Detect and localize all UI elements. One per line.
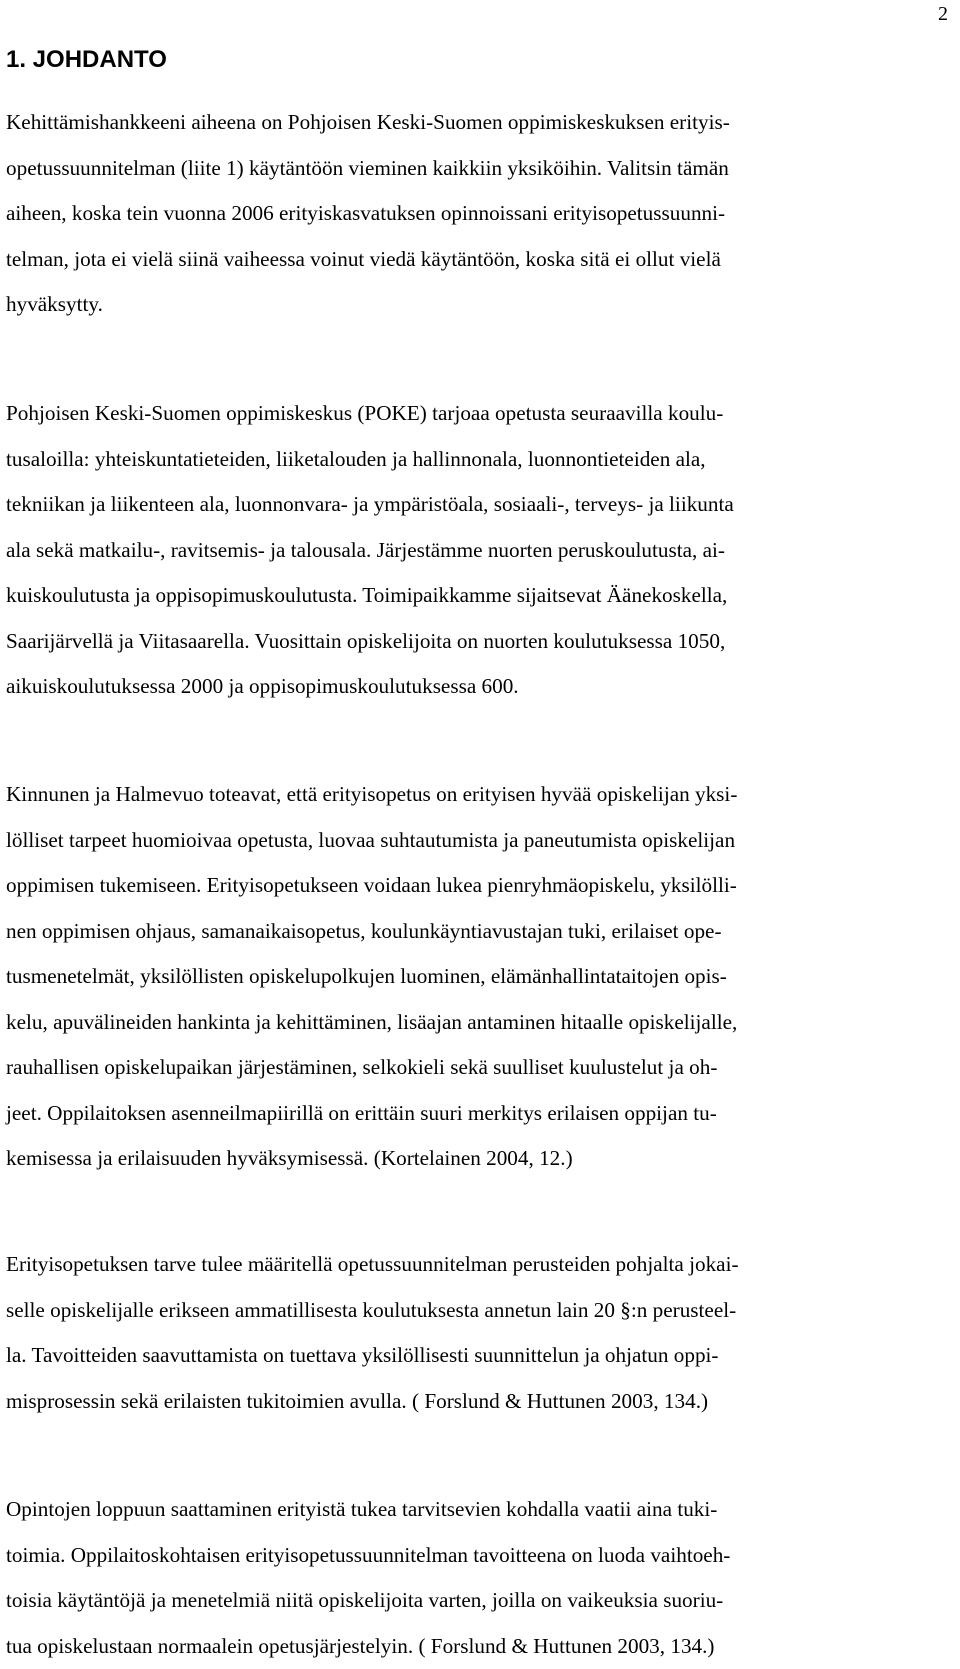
paragraph-completion-support xyxy=(6,1487,958,1669)
page-number: 2 xyxy=(938,2,948,26)
text-line: ala sekä matkailu-, ravitsemis- ja talousala. Järjestämme nuorten peruskoulutusta, ai- xyxy=(6,528,958,574)
paragraph-special-education xyxy=(6,772,958,1182)
paragraph-poke xyxy=(6,391,958,710)
text-line: Kehittämishankkeeni aiheena on Pohjoisen Keski-Suomen oppimiskeskuksen erityis- xyxy=(6,100,958,146)
chapter-heading: 1. JOHDANTO xyxy=(6,45,167,75)
text-line: toimia. Oppilaitoskohtaisen erityisopetussuunnitelman tavoitteena on luoda vaihtoeh- xyxy=(6,1533,958,1579)
text-line: Saarijärvellä ja Viitasaarella. Vuosittain opiskelijoita on nuorten koulutuksessa 1050, xyxy=(6,619,958,665)
text-line: aikuiskoulutuksessa 2000 ja oppisopimuskoulutuksessa 600. xyxy=(6,664,958,710)
text-line: Pohjoisen Keski-Suomen oppimiskeskus (POKE) tarjoaa opetusta seuraavilla koulu- xyxy=(6,391,958,437)
text-line: kemisessa ja erilaisuuden hyväksymisessä. (Kortelainen 2004, 12.) xyxy=(6,1136,958,1182)
paragraph-introduction xyxy=(6,100,958,328)
text-line: rauhallisen opiskelupaikan järjestäminen, selkokieli sekä suulliset kuulustelut ja oh- xyxy=(6,1045,958,1091)
text-line: nen oppimisen ohjaus, samanaikaisopetus, koulunkäyntiavustajan tuki, erilaiset ope- xyxy=(6,909,958,955)
text-line: jeet. Oppilaitoksen asenneilmapiirillä on erittäin suuri merkitys erilaisen oppijan tu- xyxy=(6,1091,958,1137)
text-line: Erityisopetuksen tarve tulee määritellä opetussuunnitelman perusteiden pohjalta jokai- xyxy=(6,1242,958,1288)
text-line: tua opiskelustaan normaalein opetusjärjestelyin. ( Forslund & Huttunen 2003, 134.) xyxy=(6,1624,958,1669)
paragraph-need-definition xyxy=(6,1242,958,1424)
text-line: opetussuunnitelman (liite 1) käytäntöön vieminen kaikkiin yksiköihin. Valitsin tämän xyxy=(6,146,958,192)
text-line: oppimisen tukemiseen. Erityisopetukseen voidaan lukea pienryhmäopiskelu, yksilölli- xyxy=(6,863,958,909)
text-line: tekniikan ja liikenteen ala, luonnonvara- ja ympäristöala, sosiaali-, terveys- ja liikunta xyxy=(6,482,958,528)
text-line: selle opiskelijalle erikseen ammatillisesta koulutuksesta annetun lain 20 §:n perusteel- xyxy=(6,1288,958,1334)
text-line: lölliset tarpeet huomioivaa opetusta, luovaa suhtautumista ja paneutumista opiskelijan xyxy=(6,818,958,864)
text-line: tusaloilla: yhteiskuntatieteiden, liiketalouden ja hallinnonala, luonnontieteiden ala, xyxy=(6,437,958,483)
text-line: toisia käytäntöjä ja menetelmiä niitä opiskelijoita varten, joilla on vaikeuksia suoriu- xyxy=(6,1578,958,1624)
text-line: Kinnunen ja Halmevuo toteavat, että erityisopetus on erityisen hyvää opiskelijan yksi- xyxy=(6,772,958,818)
text-line: telman, jota ei vielä siinä vaiheessa voinut viedä käytäntöön, koska sitä ei ollut vielä xyxy=(6,237,958,283)
text-line: kelu, apuvälineiden hankinta ja kehittäminen, lisäajan antaminen hitaalle opiskelijalle, xyxy=(6,1000,958,1046)
text-line: hyväksytty. xyxy=(6,282,958,328)
text-line: misprosessin sekä erilaisten tukitoimien avulla. ( Forslund & Huttunen 2003, 134.) xyxy=(6,1379,958,1425)
text-line: aiheen, koska tein vuonna 2006 erityiskasvatuksen opinnoissani erityisopetussuunni- xyxy=(6,191,958,237)
text-line: la. Tavoitteiden saavuttamista on tuettava yksilöllisesti suunnittelun ja ohjatun oppi- xyxy=(6,1333,958,1379)
text-line: Opintojen loppuun saattaminen erityistä tukea tarvitsevien kohdalla vaatii aina tuki- xyxy=(6,1487,958,1533)
text-line: kuiskoulutusta ja oppisopimuskoulutusta. Toimipaikkamme sijaitsevat Äänekoskella, xyxy=(6,573,958,619)
text-line: tusmenetelmät, yksilöllisten opiskelupolkujen luominen, elämänhallintataitojen opis- xyxy=(6,954,958,1000)
